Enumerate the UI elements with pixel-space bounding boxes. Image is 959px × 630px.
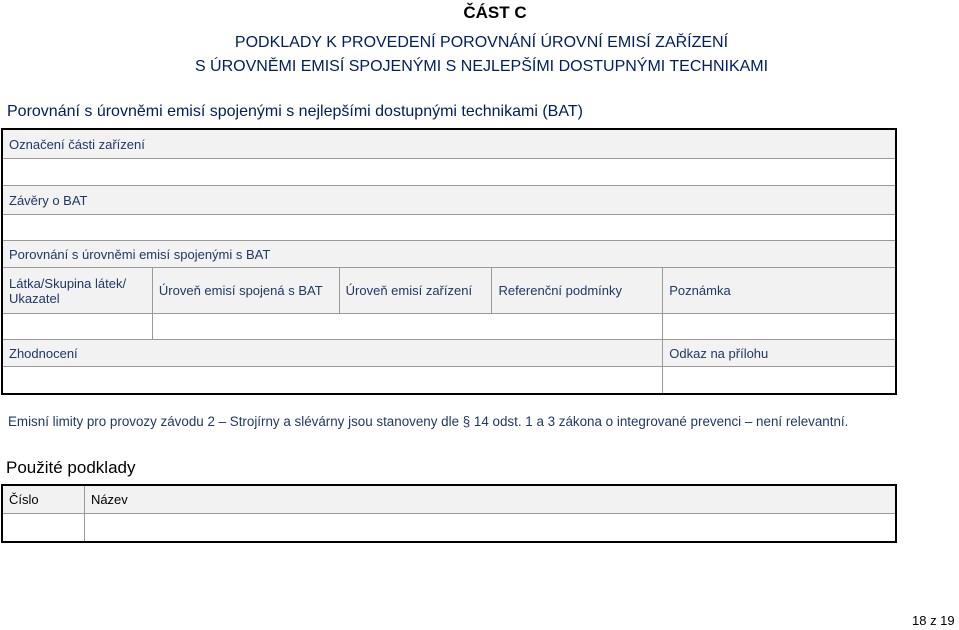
input-substance[interactable] <box>3 314 153 340</box>
column-header-installation-emission-level: Úroveň emisí zařízení <box>339 268 492 314</box>
input-emission-levels[interactable] <box>152 314 662 340</box>
label-bat-comparison: Porovnání s úrovněmi emisí spojenými s BAT <box>3 241 896 268</box>
label-bat-conclusions: Závěry o BAT <box>3 186 896 215</box>
column-header-number: Číslo <box>3 486 85 514</box>
document-title-line1: PODKLADY K PROVEDENÍ POROVNÁNÍ ÚROVNÍ EMISÍ ZAŘÍZENÍ <box>234 34 729 51</box>
section-title: Porovnání s úrovněmi emisí spojenými s nejlepšími dostupnými technikami (BAT) <box>7 103 583 120</box>
input-attachment-reference[interactable] <box>663 367 896 394</box>
input-bat-conclusions[interactable] <box>3 215 896 241</box>
input-note[interactable] <box>663 314 896 340</box>
column-header-name: Název <box>84 486 895 514</box>
column-header-reference-conditions: Referenční podmínky <box>492 268 663 314</box>
input-source-name[interactable] <box>84 514 895 542</box>
bat-comparison-table <box>2 129 896 394</box>
page-number: 18 z 19 <box>912 613 955 628</box>
column-header-note: Poznámka <box>663 268 896 314</box>
input-source-number[interactable] <box>3 514 85 542</box>
document-title-line2: S ÚROVNĚMI EMISÍ SPOJENÝMI S NEJLEPŠÍMI DOSTUPNÝMI TECHNIKAMI <box>194 58 769 75</box>
input-part-of-installation[interactable] <box>3 159 896 186</box>
part-heading: ČÁST C <box>463 3 527 22</box>
input-evaluation[interactable] <box>3 367 663 394</box>
label-evaluation: Zhodnocení <box>3 340 663 367</box>
sources-table <box>2 485 896 542</box>
label-attachment-reference: Odkaz na přílohu <box>663 340 896 367</box>
column-header-bat-emission-level: Úroveň emisí spojená s BAT <box>152 268 339 314</box>
label-part-of-installation: Označení části zařízení <box>3 130 896 159</box>
emission-limits-note: Emisní limity pro provozy závodu 2 – Strojírny a slévárny jsou stanoveny dle § 14 odst. 1 a 3 zákona o integrované prevenci – není relevantní. <box>8 414 849 429</box>
column-header-substance: Látka/Skupina látek/ Ukazatel <box>3 268 153 314</box>
sources-title: Použité podklady <box>6 458 136 477</box>
